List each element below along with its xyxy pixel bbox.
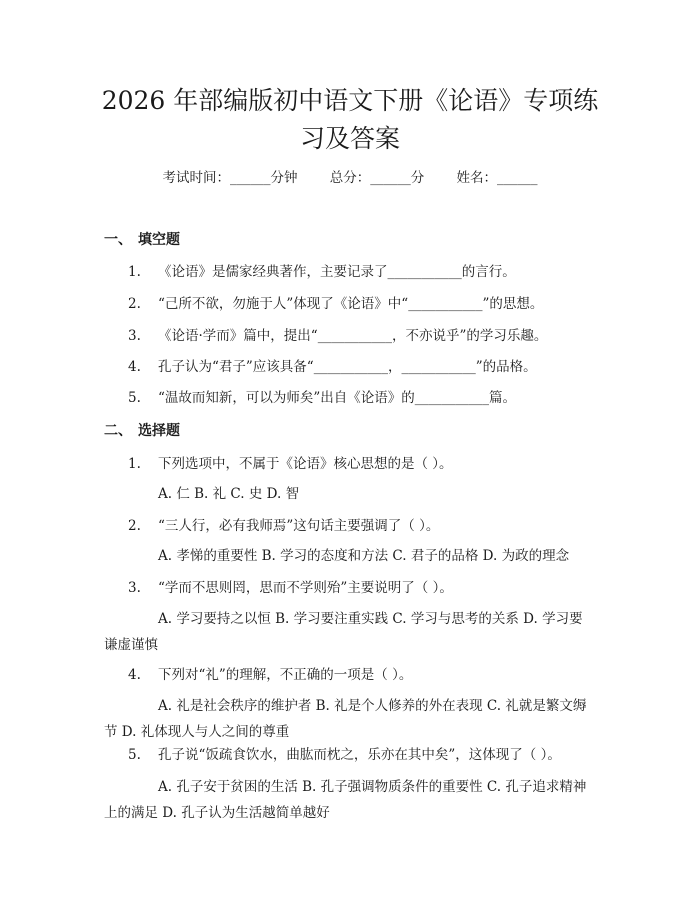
choice-question: 3. “学而不思则罔，思而不学则殆”主要说明了（ ）。 <box>128 580 453 596</box>
fill-question: 1. 《论语》是儒家经典著作，主要记录了___________的言行。 <box>128 264 516 280</box>
section-number: 二、 <box>104 423 132 439</box>
document-title <box>80 82 620 158</box>
title-line-2: 习及答案 <box>299 124 400 153</box>
student-name: 姓名：______ <box>456 170 538 186</box>
choice-options: A. 孝悌的重要性 B. 学习的态度和方法 C. 君子的品格 D. 为政的理念 <box>158 548 570 564</box>
choice-options: A. 孔子安于贫困的生活 B. 孔子强调物质条件的重要性 C. 孔子追求精神上的满足 D. 孔子认为生活越简单越好 <box>104 779 587 821</box>
fill-question: 5. “温故而知新，可以为师矣”出自《论语》的___________篇。 <box>128 390 517 406</box>
fill-question: 3. 《论语·学而》篇中，提出“___________，不亦说乎”的学习乐趣。 <box>128 328 548 344</box>
choice-question: 5. 孔子说“饭疏食饮水，曲肱而枕之，乐亦在其中矣”，这体现了（ ）。 <box>128 747 561 763</box>
choice-options: A. 礼是社会秩序的维护者 B. 礼是个人修养的外在表现 C. 礼就是繁文缛节 D. 礼体现人与人之间的尊重 <box>104 698 587 740</box>
fill-question: 4. 孔子认为“君子”应该具备“___________，___________”的品格。 <box>128 359 537 375</box>
section-number: 一、 <box>104 232 132 248</box>
title-line-1: 2026 年部编版初中语文下册《论语》专项练 <box>101 86 599 115</box>
fill-question: 2. “己所不欲，勿施于人”体现了《论语》中“___________”的思想。 <box>128 296 544 312</box>
choice-options: A. 仁 B. 礼 C. 史 D. 智 <box>158 486 300 502</box>
exam-meta <box>0 168 700 188</box>
section-title: 填空题 <box>138 232 180 248</box>
exam-score: 总分：______分 <box>329 170 425 186</box>
section-title: 选择题 <box>138 423 180 439</box>
exam-time: 考试时间：______分钟 <box>162 170 298 186</box>
choice-question: 2. “三人行，必有我师焉”这句话主要强调了（ ）。 <box>128 518 440 534</box>
choice-options: A. 学习要持之以恒 B. 学习要注重实践 C. 学习与思考的关系 D. 学习要谦虚谨慎 <box>104 611 583 653</box>
section-heading-choice <box>104 421 180 441</box>
choice-question: 4. 下列对“礼”的理解，不正确的一项是（ ）。 <box>128 667 413 683</box>
choice-question: 1. 下列选项中，不属于《论语》核心思想的是（ ）。 <box>128 456 453 472</box>
section-heading-fill <box>104 230 180 250</box>
